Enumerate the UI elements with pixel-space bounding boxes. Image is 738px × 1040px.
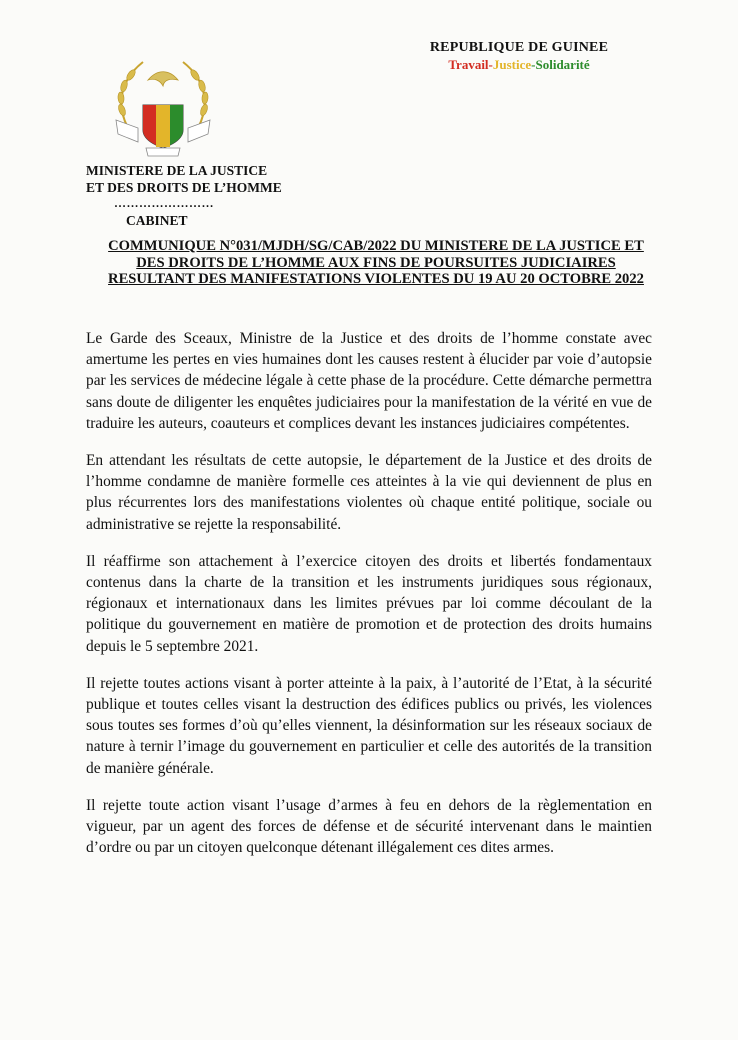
motto-travail: Travail- [448,57,493,72]
motto-solidarite: -Solidarité [531,57,590,72]
ministry-line-1: MINISTERE DE LA JUSTICE [86,163,268,178]
paragraph-4: Il rejette toutes actions visant à porter atteinte à la paix, à l’autorité de l’Etat, à la sécurité publique et toutes celles visant la destruction des édifices publics ou privés, les violences sous toutes ses formes d’où qu’elles viennent, la désinformation sur les réseaux sociaux de nature à ternir l’image du gouvernement en particulier et celle des autorités de la transition de manière générale. [86,674,652,777]
communique-body [86,328,652,874]
dotted-separator: …………………… [114,196,214,210]
national-motto [404,57,634,73]
coat-of-arms-icon [108,50,218,160]
republic-header [404,40,634,73]
republic-name: REPUBLIQUE DE GUINEE [429,40,609,55]
paragraph-1: Le Garde des Sceaux, Ministre de la Justice et des droits de l’homme constate avec amertume les pertes en vies humaines dont les causes restent à élucider par voie d’autopsie par les services de médecine légale à cette phase de la procédure. Cette démarche permettra sans doute de diligenter les enquêtes judiciaires pour la manifestation de la vérité en vue de traduire les auteurs, coauteurs et complices devant les instances judiciaires compétentes. [86,330,652,432]
cabinet-label: CABINET [126,213,188,228]
paragraph-2: En attendant les résultats de cette autopsie, le département de la Justice et des droits de l’homme condamne de manière formelle ces atteintes à la vie qui deviennent de plus en plus récurrentes lors des manifestations violentes où chaque entité politique, sociale ou administrative se rejette la responsabilité. [86,452,652,533]
motto-justice: Justice [492,57,532,72]
coat-of-arms-emblem [108,50,218,160]
ministry-line-2: ET DES DROITS DE L’HOMME [86,180,282,195]
ministry-name [86,162,282,196]
paragraph-3: Il réaffirme son attachement à l’exercice citoyen des droits et libertés fondamentaux contenus dans la charte de la transition et les instruments juridiques sous régionaux, régionaux et internationaux dans les limites prévues par loi comme découlant de la politique du gouvernement en matière de promotion et de protection des droits humains depuis le 5 septembre 2021. [86,552,652,655]
communique-title: COMMUNIQUE N°031/MJDH/SG/CAB/2022 DU MINISTERE DE LA JUSTICE ET DES DROITS DE L’HOMME AUX FINS DE POURSUITES JUDICIAIRES RESULTANT DES MANIFESTATIONS VIOLENTES DU 19 AU 20 OCTOBRE 2022 [108,238,644,287]
paragraph-5: Il rejette toute action visant l’usage d’armes à feu en dehors de la règlementation en vigueur, par un agent des forces de défense et de sécurité intervenant dans le maintien d’ordre ou par un citoyen quelconque détenant illégalement ces dites armes. [86,796,652,857]
